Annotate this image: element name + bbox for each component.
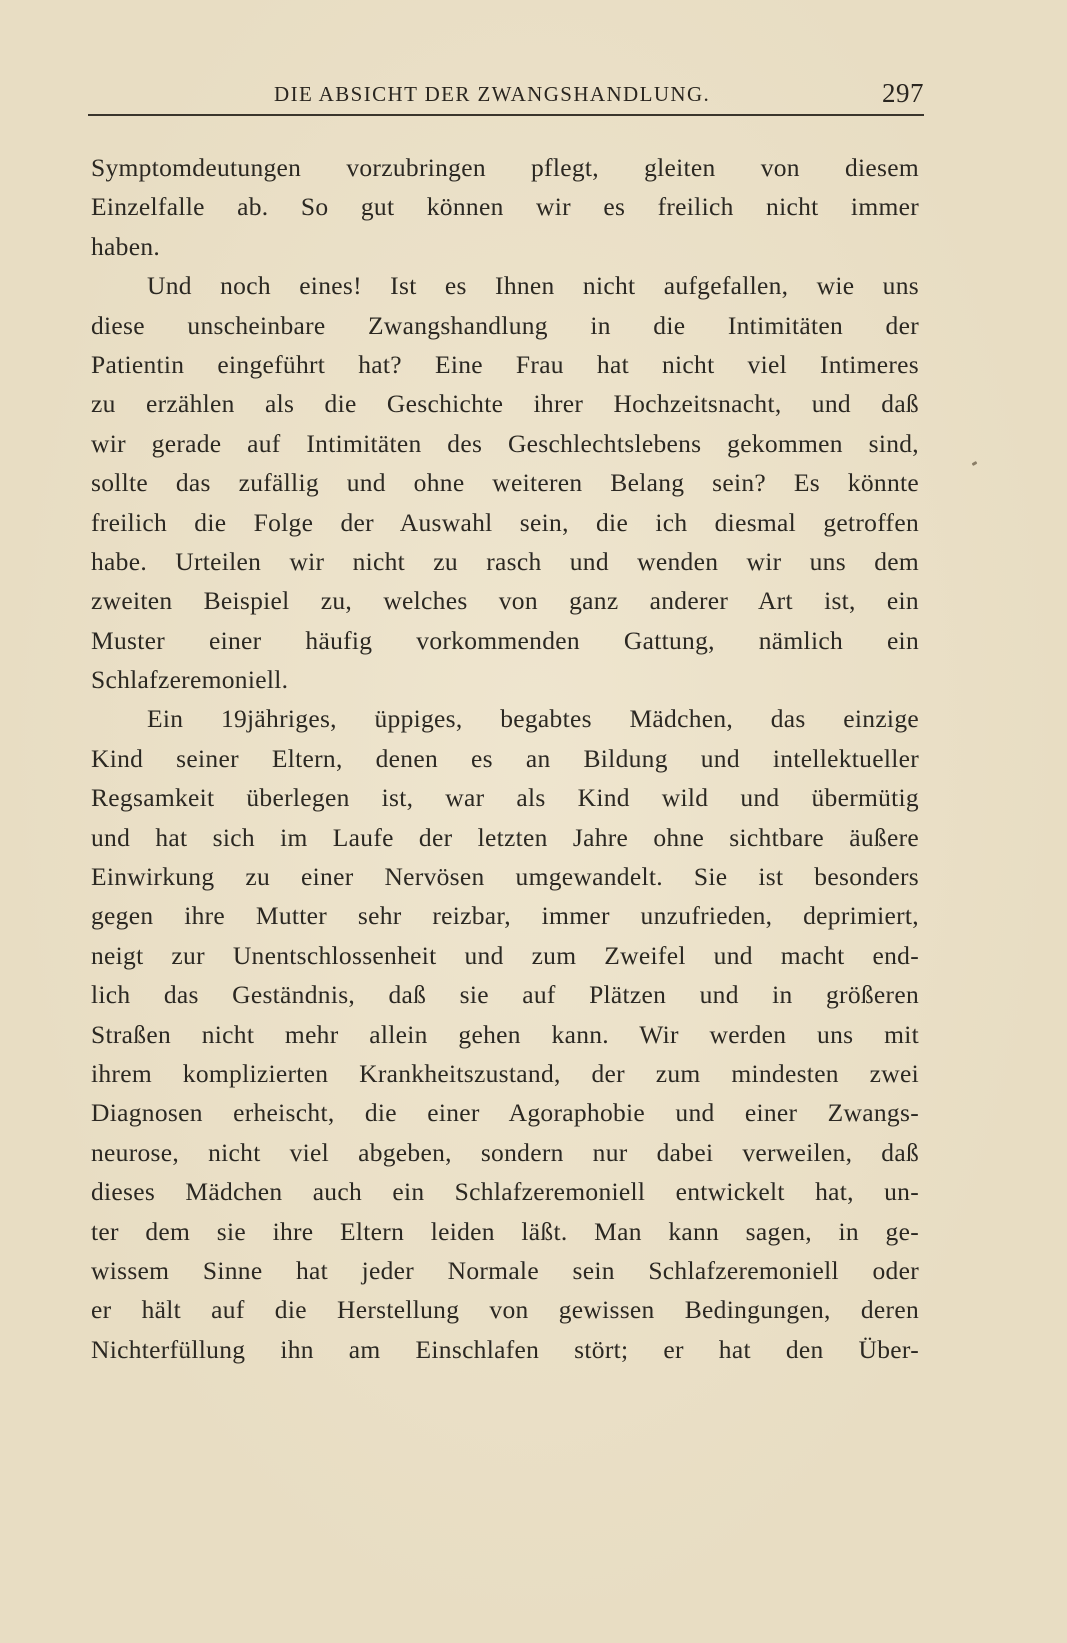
text-line: Schlafzeremoniell. <box>91 665 289 695</box>
text-line: gegen ihre Mutter sehr reizbar, immer unzufrieden, deprimiert, <box>91 901 919 931</box>
text-line: ter dem sie ihre Eltern leiden läßt. Man kann sagen, in ge- <box>91 1216 919 1246</box>
text-line: dieses Mädchen auch ein Schlafzeremoniell entwickelt hat, un- <box>91 1177 919 1207</box>
text-line: Kind seiner Eltern, denen es an Bildung und intellektueller <box>91 743 919 773</box>
text-line: diese unscheinbare Zwangshandlung in die Intimitäten der <box>91 310 919 340</box>
text-line: und hat sich im Laufe der letzten Jahre ohne sichtbare äußere <box>91 822 919 852</box>
text-line: Patientin eingeführt hat? Eine Frau hat nicht viel Intimeres <box>91 349 919 379</box>
text-line: neigt zur Unentschlossenheit und zum Zweifel und macht end- <box>91 940 919 970</box>
text-line: Symptomdeutungen vorzubringen pflegt, gleiten von diesem <box>91 153 919 182</box>
text-line: Straßen nicht mehr allein gehen kann. Wir werden uns mit <box>91 1019 919 1049</box>
text-line: habe. Urteilen wir nicht zu rasch und wenden wir uns dem <box>91 546 919 576</box>
paragraph <box>91 148 919 266</box>
text-line: neurose, nicht viel abgeben, sondern nur dabei verweilen, daß <box>91 1137 919 1167</box>
paragraph <box>91 699 919 1369</box>
text-line: haben. <box>91 231 161 261</box>
text-line: freilich die Folge der Auswahl sein, die ich diesmal getroffen <box>91 507 919 537</box>
text-line: Einzelfalle ab. So gut können wir es freilich nicht immer <box>91 192 919 222</box>
text-line: Muster einer häufig vorkommenden Gattung, nämlich ein <box>91 625 919 655</box>
text-line: Diagnosen erheischt, die einer Agoraphobie und einer Zwangs- <box>91 1098 919 1128</box>
text-line: er hält auf die Herstellung von gewissen Bedingungen, deren <box>91 1295 919 1325</box>
text-line: Und noch eines! Ist es Ihnen nicht aufgefallen, wie uns <box>147 271 919 301</box>
running-title: DIE ABSICHT DER ZWANGSHANDLUNG. <box>274 82 711 106</box>
paragraph <box>91 266 919 699</box>
text-line: lich das Geständnis, daß sie auf Plätzen und in größeren <box>91 980 919 1010</box>
text-line: ihrem komplizierten Krankheitszustand, der zum mindesten zwei <box>91 1058 919 1088</box>
text-line: wissem Sinne hat jeder Normale sein Schlafzeremoniell oder <box>91 1255 919 1285</box>
header-rule <box>88 114 924 116</box>
text-line: sollte das zufällig und ohne weiteren Belang sein? Es könnte <box>91 468 919 498</box>
text-line: zweiten Beispiel zu, welches von ganz anderer Art ist, ein <box>91 586 919 616</box>
text-line: wir gerade auf Intimitäten des Geschlechtslebens gekommen sind, <box>91 428 919 458</box>
text-line: Regsamkeit überlegen ist, war als Kind wild und übermütig <box>91 783 919 813</box>
text-line: Einwirkung zu einer Nervösen umgewandelt. Sie ist besonders <box>91 862 919 892</box>
paper-speck <box>972 461 978 466</box>
body-text <box>91 148 919 1369</box>
text-line: Ein 19jähriges, üppiges, begabtes Mädchen, das einzige <box>147 704 919 734</box>
page-number: 297 <box>882 78 924 108</box>
text-line: zu erzählen als die Geschichte ihrer Hochzeitsnacht, und daß <box>91 389 919 419</box>
text-line: Nichterfüllung ihn am Einschlafen stört; er hat den Über- <box>91 1334 919 1364</box>
page-header <box>88 78 924 112</box>
